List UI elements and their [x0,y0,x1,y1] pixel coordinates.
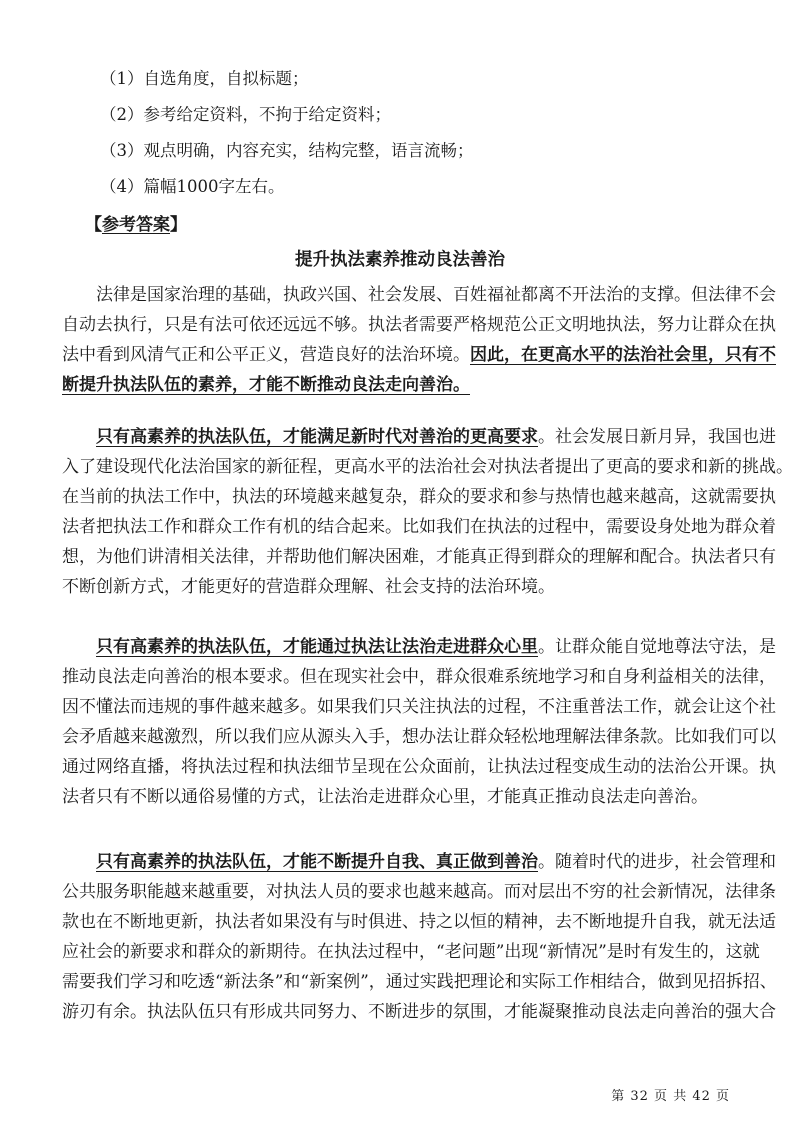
text-line: 通过网络直播，将执法过程和执法细节呈现在公众面前，让执法过程变成生动的法治公开课。执 [62,757,776,777]
thesis-statement-start: 因此，在更高水平的法治社会里，只有不 [470,345,776,365]
text-line [62,370,740,400]
text-line: 在当前的执法工作中，执法的环境越来越复杂，群众的要求和参与热情也越来越高，这就需要执 [62,487,776,507]
text-line [62,422,776,452]
topic-sentence: 只有高素养的执法队伍，才能通过执法让法治走进群众心里 [96,637,538,657]
page-footer: 第 32 页 共 42 页 [611,1089,730,1104]
topic-sentence: 只有高素养的执法队伍，才能满足新时代对善治的更高要求 [96,427,538,447]
text-line: 推动良法走向善治的根本要求。但在现实社会中，群众很难系统地学习和自身利益相关的法律， [62,667,776,687]
text-line [62,632,776,662]
text-line: 不断创新方式，才能更好的营造群众理解、社会支持的法治环境。 [62,577,555,597]
text-line: 自动去执行，只是有法可依还远远不够。执法者需要严格规范公正文明地执法，努力让群众在执 [62,315,776,335]
text-run: 法中看到风清气正和公平正义，营造良好的法治环境。 [62,345,470,365]
thesis-statement-end: 断提升执法队伍的素养，才能不断推动良法走向善治。 [62,375,470,395]
text-line: 法者把执法工作和群众工作有机的结合起来。比如我们在执法的过程中，需要设身处地为群众着 [62,517,776,537]
requirement-1: （1）自选角度，自拟标题； [100,69,309,88]
text-line: 游刃有余。执法队伍只有形成共同努力、不断进步的氛围，才能凝聚推动良法走向善治的强大合 [62,1002,776,1022]
text-line: 因不懂法而违规的事件越来越多。如果我们只关注执法的过程，不注重普法工作，就会让这个社 [62,697,776,717]
text-line: 会矛盾越来越激烈，所以我们应从源头入手，想办法让群众轻松地理解法律条款。比如我们可以 [62,727,776,747]
text-line: 公共服务职能越来越重要，对执法人员的要求也越来越高。而对层出不穷的社会新情况，法律条 [62,882,776,902]
essay-paragraph-4 [62,847,777,1027]
text-run: 。随着时代的进步，社会管理和 [538,852,776,872]
text-line: 入了建设现代化法治国家的新征程，更高水平的法治社会对执法者提出了更高的要求和新的挑战。 [62,457,793,477]
requirement-3: （3）观点明确，内容充实，结构完整，语言流畅； [100,141,474,160]
requirement-2: （2）参考给定资料，不拘于给定资料； [100,105,391,124]
essay-paragraph-1 [62,280,776,400]
text-line: 想，为他们讲清相关法律，并帮助他们解决困难，才能真正得到群众的理解和配合。执法者只有 [62,547,776,567]
essay-title: 提升执法素养推动良法善治 [295,250,505,270]
text-line: 款也在不断地更新，执法者如果没有与时俱进、持之以恒的精神，去不断地提升自我，就无法适 [62,912,776,932]
essay-paragraph-2 [62,422,793,602]
text-line: 应社会的新要求和群众的新期待。在执法过程中，“老问题”出现“新情况”是时有发生的，这就 [62,942,760,962]
section-label-text: 参考答案 [102,215,170,235]
text-run: 。社会发展日新月异，我国也进 [538,427,776,447]
text-line: 法者只有不断以通俗易懂的方式，让法治走进群众心里，才能真正推动良法走向善治。 [62,787,708,807]
requirement-4: （4）篇幅1000字左右。 [100,177,285,196]
section-label-close: 】 [170,215,187,235]
text-line [62,340,776,370]
section-label-open: 【 [85,215,102,235]
topic-sentence: 只有高素养的执法队伍，才能不断提升自我、真正做到善治 [96,852,538,872]
text-line [62,847,776,877]
text-line: 法律是国家治理的基础，执政兴国、社会发展、百姓福祉都离不开法治的支撑。但法律不会 [96,285,776,305]
text-run: 。让群众能自觉地尊法守法，是 [538,637,776,657]
section-label [85,210,187,235]
essay-paragraph-3 [62,632,776,812]
text-line: 需要我们学习和吃透“新法条”和“新案例”，通过实践把理论和实际工作相结合，做到见招拆招、 [62,972,777,992]
